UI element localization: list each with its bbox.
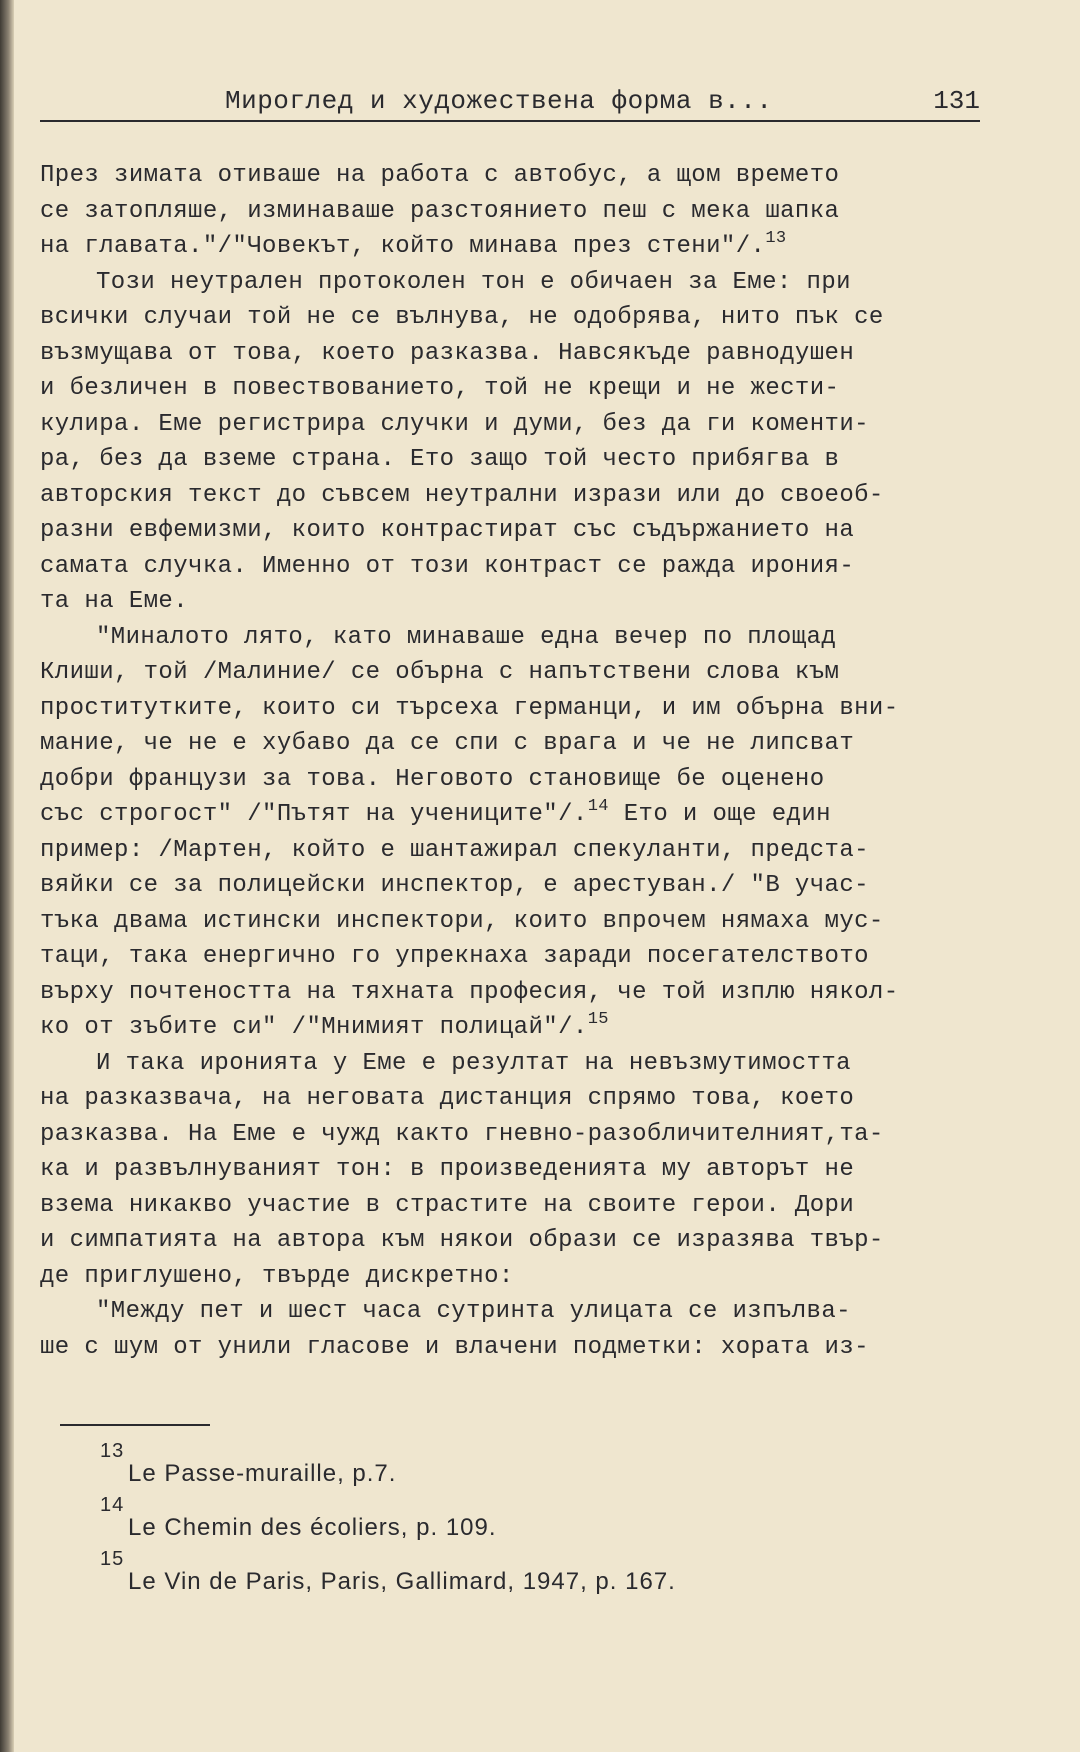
footnote-reference: 14 bbox=[587, 797, 609, 816]
text-line-content: възмущава от това, което разказва. Навсякъде равнодушен bbox=[40, 339, 855, 367]
text-line-content: Клиши, той /Малиние/ се обърна с напътствени слова към bbox=[40, 659, 840, 686]
text-line bbox=[40, 442, 1000, 478]
text-line bbox=[40, 265, 1000, 301]
footnote-text: Le Chemin des écoliers, p. 109. bbox=[128, 1514, 497, 1541]
footnote-text: Le Passe-muraille, p.7. bbox=[128, 1460, 397, 1487]
text-line-content: вяйки се за полицейски инспектор, е арестуван./ "В учас- bbox=[40, 872, 869, 899]
text-line bbox=[40, 939, 1000, 975]
text-line-content: със строгост" /"Пътят на учениците"/. bbox=[40, 801, 588, 828]
text-line-content: добри французи за това. Неговото становище бе оценено bbox=[40, 765, 825, 793]
footnote-separator bbox=[60, 1424, 210, 1426]
text-line bbox=[40, 549, 1000, 585]
text-line-content: се затопляше, изминаваше разстоянието пеш с мека шапка bbox=[40, 197, 840, 225]
footnote-number: 15 bbox=[100, 1548, 125, 1570]
text-line-content: Този неутрален протоколен тон е обичаен за Еме: при bbox=[96, 268, 851, 296]
text-line bbox=[40, 371, 1000, 407]
text-line bbox=[40, 904, 1000, 940]
text-line-content: През зимата отиваше на работа с автобус, а щом времето bbox=[40, 162, 840, 189]
text-line-content: ше с шум от унили гласове и влачени подметки: хората из- bbox=[40, 1333, 869, 1361]
text-line bbox=[40, 478, 1000, 514]
footnote-text: Le Vin de Paris, Paris, Gallimard, 1947, p. 167. bbox=[128, 1568, 676, 1595]
text-line bbox=[40, 336, 1000, 372]
text-line-content: всички случаи той не се вълнува, не одобрява, нито пък се bbox=[40, 304, 884, 331]
text-line bbox=[40, 229, 1000, 265]
text-line-content: проститутките, които си търсеха германци, и им обърна вни- bbox=[40, 694, 899, 722]
text-line bbox=[40, 300, 1000, 336]
text-line-content: тъка двама истински инспектори, които впрочем нямаха мус- bbox=[40, 907, 884, 935]
text-line-content: разказва. На Еме е чужд както гневно-разобличителният,та- bbox=[40, 1120, 884, 1148]
text-line bbox=[40, 1010, 1000, 1046]
text-line bbox=[40, 975, 1000, 1011]
text-line bbox=[40, 1117, 1000, 1153]
text-line bbox=[40, 1330, 1000, 1366]
footnote-number: 13 bbox=[100, 1440, 125, 1462]
footnote-reference: 15 bbox=[587, 1010, 609, 1029]
text-line-content: разни евфемизми, които контрастират със съдържанието на bbox=[40, 517, 855, 544]
text-line bbox=[40, 1046, 1000, 1082]
text-line bbox=[40, 1152, 1000, 1188]
text-line-content: взема никакво участие в страстите на своите герои. Дори bbox=[40, 1191, 855, 1219]
text-line-content: таци, така енергично го упрекнаха заради посегателството bbox=[40, 943, 869, 970]
text-line-content: и безличен в повествованието, той не крещи и не жести- bbox=[40, 375, 840, 402]
text-line-content: и симпатията на автора към някои образи се изразява твър- bbox=[40, 1227, 884, 1254]
text-line-content: самата случка. Именно от този контраст се ражда ирония- bbox=[40, 552, 855, 580]
text-line bbox=[40, 1294, 1000, 1330]
footnote bbox=[100, 1494, 1000, 1548]
text-line bbox=[40, 691, 1000, 727]
text-line bbox=[40, 797, 1000, 833]
text-line bbox=[40, 1188, 1000, 1224]
page-number: 131 bbox=[933, 86, 980, 116]
text-line-content: пример: /Мартен, който е шантажирал спекуланти, предста- bbox=[40, 836, 869, 864]
footnote-reference: 13 bbox=[765, 229, 787, 248]
footnote-number: 14 bbox=[100, 1494, 125, 1516]
text-line-content: ка и развълнуваният тон: в произведенията му авторът не bbox=[40, 1156, 855, 1183]
text-line-content: де приглушено, твърде дискретно: bbox=[40, 1262, 514, 1290]
body-text bbox=[40, 158, 1000, 1365]
footnote bbox=[100, 1440, 1000, 1494]
text-line-content: ко от зъбите си" /"Мнимият полицай"/. bbox=[40, 1014, 588, 1041]
text-line bbox=[40, 620, 1000, 656]
text-line-content: та на Еме. bbox=[40, 588, 189, 615]
text-line bbox=[40, 407, 1000, 443]
text-line bbox=[40, 1259, 1000, 1295]
text-line bbox=[40, 513, 1000, 549]
text-line bbox=[40, 584, 1000, 620]
running-header-title: Мироглед и художествена форма в... bbox=[225, 86, 773, 116]
text-line-content: кулира. Еме регистрира случки и думи, без да ги коменти- bbox=[40, 410, 869, 438]
text-line-continuation: Ето и още един bbox=[608, 801, 831, 828]
text-line bbox=[40, 726, 1000, 762]
text-line-content: И така иронията у Еме е резултат на невъзмутимостта bbox=[96, 1049, 851, 1077]
text-line-content: на разказвача, на неговата дистанция спрямо това, което bbox=[40, 1085, 855, 1112]
text-line bbox=[40, 158, 1000, 194]
text-line bbox=[40, 762, 1000, 798]
running-header bbox=[40, 86, 980, 122]
text-line bbox=[40, 1223, 1000, 1259]
text-line-content: "Миналото лято, като минаваше една вечер по площад bbox=[96, 623, 837, 651]
text-line-content: върху почтеността на тяхната професия, че той изплю някол- bbox=[40, 978, 899, 1006]
text-line-content: "Между пет и шест часа сутринта улицата се изпълва- bbox=[96, 1298, 851, 1325]
book-page bbox=[40, 0, 1040, 1752]
text-line bbox=[40, 1081, 1000, 1117]
text-line bbox=[40, 868, 1000, 904]
text-line bbox=[40, 655, 1000, 691]
text-line-content: мание, че не е хубаво да се спи с врага и че не липсват bbox=[40, 730, 855, 757]
text-line-content: авторския текст до съвсем неутрални изрази или до своеоб- bbox=[40, 481, 884, 509]
text-line-content: на главата."/"Човекът, който минава през стени"/. bbox=[40, 233, 766, 260]
footnote bbox=[100, 1548, 1000, 1602]
text-line bbox=[40, 833, 1000, 869]
text-line-content: ра, без да вземе страна. Ето защо той често прибягва в bbox=[40, 446, 840, 473]
text-line bbox=[40, 194, 1000, 230]
footnotes bbox=[100, 1440, 1000, 1602]
scan-binding-edge bbox=[0, 0, 14, 1752]
